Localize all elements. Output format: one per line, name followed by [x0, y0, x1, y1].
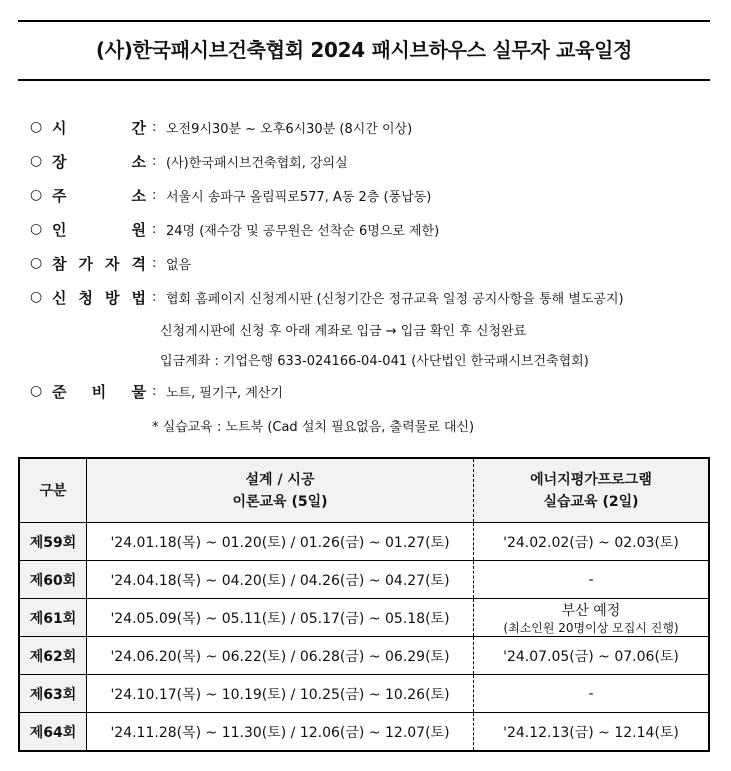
info-row-supplies [30, 374, 710, 408]
info-label-supplies: 준 비 물 [52, 382, 146, 401]
practice-location: 부산 예정 [561, 602, 621, 619]
practice-dates: - [474, 561, 710, 599]
bullet-icon: ○ [30, 255, 43, 271]
info-row-eligibility [30, 246, 710, 280]
header-practice: 에너지평가프로그램 실습교육 (2일) [474, 458, 710, 523]
info-value-capacity: 24명 (재수강 및 공무원은 선착순 6명으로 제한) [166, 223, 440, 239]
title-top-rule [18, 20, 710, 22]
info-value-supplies: 노트, 필기구, 계산기 [166, 385, 283, 401]
info-value-place: (사)한국패시브건축협회, 강의실 [166, 155, 348, 171]
info-row-apply [30, 280, 710, 314]
theory-dates: '24.11.28(목) ~ 11.30(토) / 12.06(금) ~ 12.07(토) [87, 713, 474, 752]
page-title: (사)한국패시브건축협회 2024 패시브하우스 실무자 교육일정 [95, 38, 633, 62]
round-label: 제59회 [19, 523, 87, 561]
round-label: 제64회 [19, 713, 87, 752]
round-label: 제63회 [19, 675, 87, 713]
info-row-time [30, 110, 710, 144]
colon: : [152, 255, 157, 271]
colon: : [152, 119, 157, 135]
info-value-eligibility: 없음 [166, 257, 192, 273]
theory-dates: '24.06.20(목) ~ 06.22(토) / 06.28(금) ~ 06.29(토) [87, 637, 474, 675]
info-label-place: 장 소 [52, 152, 146, 171]
colon: : [152, 153, 157, 169]
info-label-apply: 신 청 방 법 [52, 288, 146, 307]
table-row [19, 523, 709, 561]
apply-line-2: 입금계좌 : 기업은행 633-024166-04-041 (사단법인 한국패시브건축협회) [160, 353, 589, 369]
info-label-capacity: 인 원 [52, 220, 146, 239]
table-row [19, 675, 709, 713]
info-section [30, 110, 710, 442]
theory-dates: '24.10.17(목) ~ 10.19(토) / 10.25(금) ~ 10.26(토) [87, 675, 474, 713]
practice-dates [474, 599, 710, 637]
table-header-row [19, 458, 709, 523]
bullet-icon: ○ [30, 153, 43, 169]
theory-dates: '24.01.18(목) ~ 01.20(토) / 01.26(금) ~ 01.27(토) [87, 523, 474, 561]
bullet-icon: ○ [30, 119, 43, 135]
title-bottom-rule [18, 79, 710, 81]
round-label: 제60회 [19, 561, 87, 599]
practice-dates: '24.07.05(금) ~ 07.06(토) [474, 637, 710, 675]
table-row [19, 713, 709, 752]
practice-dates: '24.12.13(금) ~ 12.14(토) [474, 713, 710, 752]
info-row-capacity [30, 212, 710, 246]
info-value-address: 서울시 송파구 올림픽로577, A동 2층 (풍납동) [166, 189, 432, 205]
supplies-note: * 실습교육 : 노트북 (Cad 설치 필요없음, 출력물로 대신) [152, 419, 475, 435]
bullet-icon: ○ [30, 221, 43, 237]
practice-dates: '24.02.02(금) ~ 02.03(토) [474, 523, 710, 561]
theory-dates: '24.05.09(목) ~ 05.11(토) / 05.17(금) ~ 05.18(토) [87, 599, 474, 637]
colon: : [152, 221, 157, 237]
practice-note: (최소인원 20명이상 모집시 진행) [503, 620, 679, 635]
bullet-icon: ○ [30, 187, 43, 203]
round-label: 제61회 [19, 599, 87, 637]
theory-dates: '24.04.18(목) ~ 04.20(토) / 04.26(금) ~ 04.27(토) [87, 561, 474, 599]
header-category: 구분 [19, 458, 87, 523]
bullet-icon: ○ [30, 383, 43, 399]
table-row [19, 599, 709, 637]
schedule-table [18, 457, 710, 752]
header-theory: 설계 / 시공 이론교육 (5일) [87, 458, 474, 523]
practice-dates: - [474, 675, 710, 713]
info-label-time: 시 간 [52, 118, 146, 137]
info-label-address: 주 소 [52, 186, 146, 205]
info-row-place [30, 144, 710, 178]
info-row-address [30, 178, 710, 212]
colon: : [152, 187, 157, 203]
info-label-eligibility: 참 가 자 격 [52, 254, 146, 273]
colon: : [152, 383, 157, 399]
table-row [19, 637, 709, 675]
apply-line-1: 신청게시판에 신청 후 아래 계좌로 입금 → 입금 확인 후 신청완료 [160, 323, 527, 339]
bullet-icon: ○ [30, 289, 43, 305]
info-value-apply: 협회 홈페이지 신청게시판 (신청기간은 정규교육 일정 공지사항을 통해 별도공지) [166, 291, 624, 307]
round-label: 제62회 [19, 637, 87, 675]
colon: : [152, 289, 157, 305]
info-value-time: 오전9시30분 ~ 오후6시30분 (8시간 이상) [166, 121, 413, 137]
table-row [19, 561, 709, 599]
